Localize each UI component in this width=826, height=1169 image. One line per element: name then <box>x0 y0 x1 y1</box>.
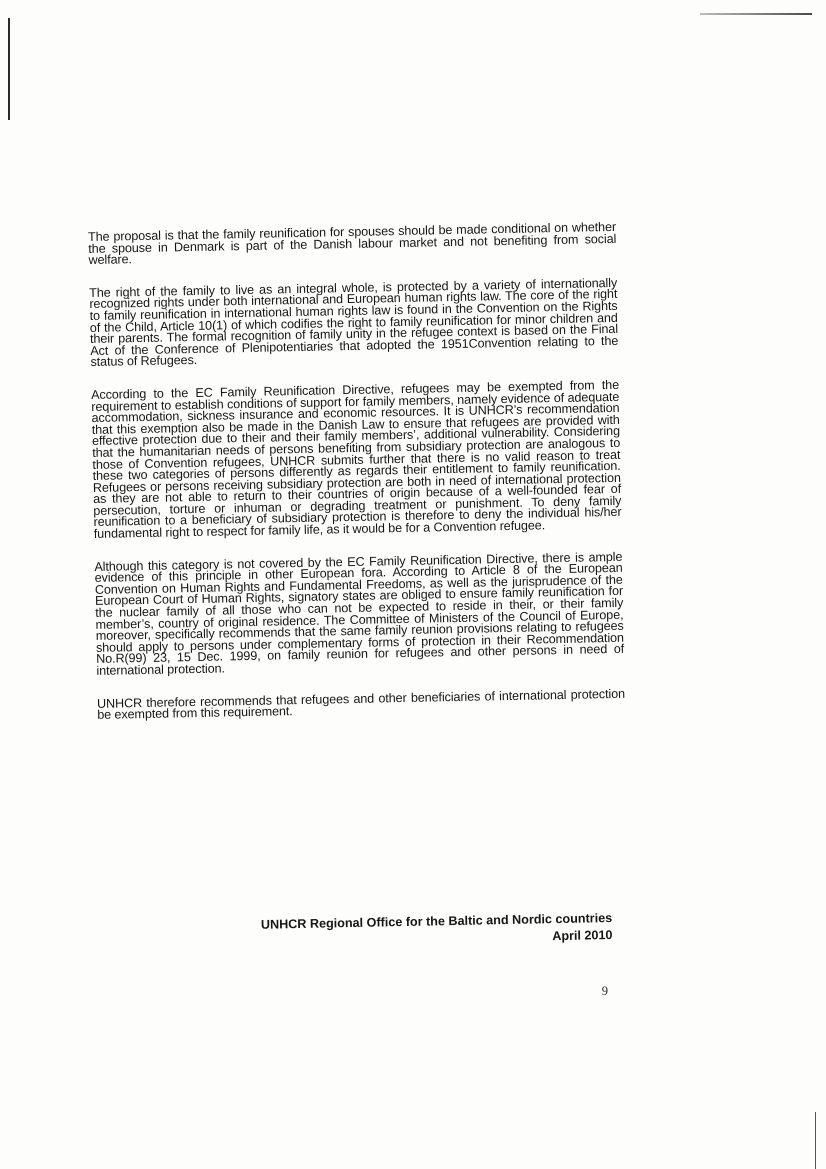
paragraph-european-fora: Although this category is not covered by the EC Family Reunification Directive, there is ample evidence of this principle in other European fora. According to Article 8 of the European Convention on Human Rights and Fundamental Freedoms, as well as the jurisprudence of the European Court of Human Rights, signatory states are obliged to ensure family reunification for the nuclear family of all those who can not be expected to reside in their, or their family member’s, country of original residence. The Committee of Ministers of the Council of Europe, moreover, specifically recommends that the same family reunion provisions relating to refugees should apply to persons under complementary forms of protection in their Recommendation No.R(99) 23, 15 Dec. 1999, on family reunion for refugees and other persons in need of international protection. <box>94 549 625 678</box>
signature-block <box>228 910 613 951</box>
scan-artifact-top-edge <box>700 13 812 15</box>
paragraph-spouse-proposal: The proposal is that the family reunification for spouses should be made conditional on whether the spouse in Denmark is part of the Danish labour market and not benefiting from social welfare. <box>87 219 617 268</box>
paragraph-recommendation: UNHCR therefore recommends that refugees and other beneficiaries of international protection be exempted from this requirement. <box>96 686 626 723</box>
signature-office: UNHCR Regional Office for the Baltic and Nordic countries <box>260 910 613 932</box>
paragraph-right-of-family: The right of the family to live as an integral whole, is protected by a variety of internationally recognized rights under both international and European human rights law. The core of the right to family reunification in international human rights law is found in the Convention on the Rights of the Child, Article 10(1) of which codifies the right to family reunification for minor children and their parents. The formal recognition of family unity in the refugee context is based on the Final Act of the Conference of Plenipotentiaries that adopted the 1951Convention relating to the status of Refugees. <box>89 275 619 370</box>
scan-artifact-left-edge <box>8 18 10 120</box>
page-number: 9 <box>601 984 608 998</box>
paragraph-ec-directive: According to the EC Family Reunification Directive, refugees may be exempted from the requirement to establish conditions of support for family members, namely evidence of adequate accommodation, sickness insurance and economic resources. It is UNHCR’s recommendation that this exemption also be made in the Danish Law to ensure that refugees are provided with effective protection due to their and their family members’, additional vulnerability. Considering that the humanitarian needs of persons benefiting from subsidiary protection are analogous to those of Convention refugees, UNHCR submits further that there is no valid reason to treat these two categories of persons differently as regards their entitlement to family reunification. Refugees or persons receiving subsidiary protection are both in need of international protection as they are not able to return to their countries of origin because of a well-founded fear of persecution, torture or inhuman or degrading treatment or punishment. To deny family reunification to a beneficiary of subsidiary protection is therefore to deny the individual his/her fundamental right to respect for family life, as it would be for a Convention refugee. <box>90 377 622 542</box>
scan-artifact-right-edge <box>815 1112 816 1169</box>
signature-date: April 2010 <box>552 927 613 944</box>
body-text <box>87 219 626 743</box>
